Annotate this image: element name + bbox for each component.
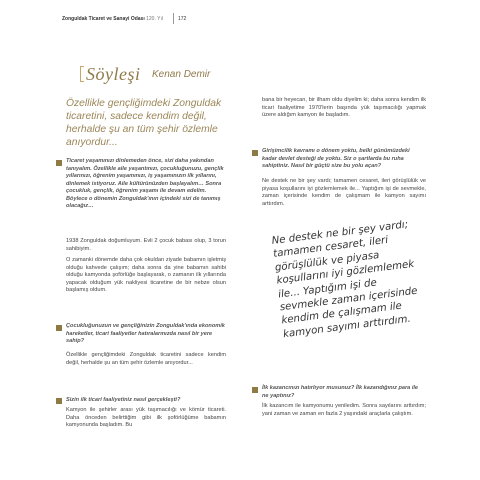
question-marker-icon — [56, 160, 62, 166]
publication-name: Zonguldak Ticaret ve Sanayi Odası — [62, 16, 145, 22]
question-marker-icon — [56, 398, 62, 404]
question-marker-icon — [252, 387, 258, 393]
question-5: İlk kazancınızı hatırlıyor musunuz? İlk kazandığınız para ile ne yaptınız? — [262, 385, 419, 399]
answer-4: Ne destek ne bir şey vardı; tamamen cesaret, ileri görüşlülük ve piyasa koşullarını iyi gözlemlemek ile... Yaptığım işi de sevmekle, zaman içerisinde kendim de çalışmam ile kamyon sayımı arttırdım. — [262, 178, 426, 207]
pull-quote: Ne destek ne bir şey vardı; tamamen cesaret, ileri görüşlülük ve piyasa koşullarını iyi gözlemlemek ile... Yaptığım işi de sevmekle zaman içerisinde kendim de çalışmam ile kamyon sayımı arttırdım. — [271, 219, 419, 341]
answer-3-continued: bana bir heyecan, bir ilham oldu diyelim ki; daha sonra kendim ilk ticari faaliyetime 1970'lerin başında yük taşımacılığı yapmak üzere aldığım kamyon ile başladım. — [262, 97, 426, 118]
title-bracket-icon — [80, 66, 84, 82]
answer-3: Kamyon ile şehirler arası yük taşımacılığı ve kömür ticareti. Daha önceden belirttiğim gibi ilk şoförlüğüme babamın kamyonunda başladım. Bu — [66, 407, 226, 428]
lead-quote: Özellikle gençliğimdeki Zonguldak ticaretini, sadece kendim değil, herhalde şu an tüm şehir özlemle anıyordur... — [66, 98, 222, 148]
answer-1a: 1938 Zonguldak doğumluyum. Evli 2 çocuk babası olup, 3 torun sahibiyim. — [66, 238, 226, 252]
question-marker-icon — [252, 150, 258, 156]
answer-1b: O zamanki dönemde daha çok okuldan ziyade babamın işletmiş olduğu kahvede çalışım; daha sonra da yine babamın sahibi olduğu kamyonda şoförlüğe başlayarak, o zamanın ilk yıllarında yapacak olduğum yük nakliyesi ticaretine de bir nebze olsun başlamış oldum. — [66, 257, 226, 293]
question-3: Sizin ilk ticari faaliyetiniz nasıl gerçekleşti? — [66, 397, 181, 403]
answer-2: Özellikle gençliğimdeki Zonguldak ticaretini sadece kendim değil, herhalde şu an tüm şehir özlemle anıyordur... — [66, 352, 226, 366]
answer-5: İlk kazancım ile kamyonumu yeniledim. Sonra sayılarını arttırdım; yani zaman ve zaman en fazla 2 yaşındaki araçlarla çalıştım. — [262, 403, 426, 417]
article-title: Söyleşi — [86, 64, 141, 84]
question-2: Çocukluğunuzun ve gençliğinizin Zonguldak'ında ekonomik hareketler, ticari faaliyetler hatıralarınızda nasıl bir yere sahip? — [66, 323, 225, 344]
question-marker-icon — [56, 325, 62, 331]
question-1: Ticaret yaşamınızı dinlemeden önce, sizi daha yakından tanıyalım. Özellikle aile yaşantınızı, çocukluğunuzu, gençlik yıllarınızı, öğrenim yaşamınızı, iş yaşamınızın ilk yıllarını, dinlemek istiyoruz. Aile kültürünüzden başlayalım… Sonra çocukluk, gençlik, öğrenim yaşamı ile devam edelim. Böylece o dönemin Zonguldak'ının içindeki sizi de tanımış olacağız… — [66, 158, 224, 209]
article-author: Kenan Demir — [152, 69, 211, 80]
question-4: Girişimcilik kavramı o dönem yoktu, belki günümüzdeki kadar devlet desteği de yoktu. Siz o şartlarda bu ruha sahiptiniz. Nasıl bir güçtü size bu yolu açan? — [262, 148, 410, 169]
page-number: 172 — [178, 16, 187, 22]
header-divider — [173, 13, 174, 24]
running-header — [62, 16, 163, 22]
publication-year: 120. Yıl — [146, 16, 163, 22]
